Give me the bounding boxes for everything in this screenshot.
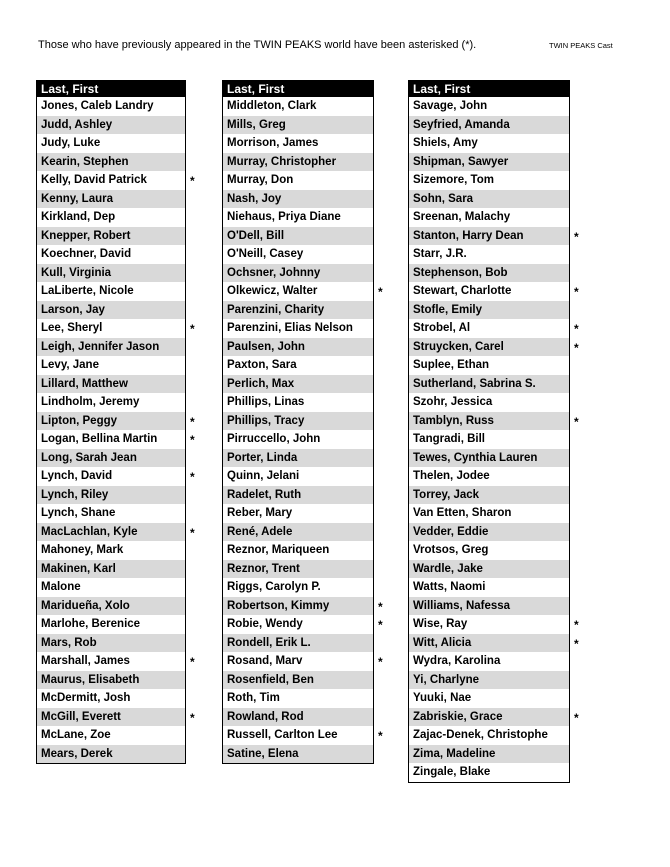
cast-name: Knepper, Robert bbox=[41, 229, 131, 242]
cast-name: Malone bbox=[41, 581, 81, 593]
cast-name: Rosenfield, Ben bbox=[227, 673, 314, 686]
table-row bbox=[223, 245, 373, 264]
cast-name: Robie, Wendy bbox=[227, 618, 303, 630]
table-row bbox=[409, 338, 579, 357]
cast-name: Zingale, Blake bbox=[413, 766, 491, 778]
table-row bbox=[223, 430, 373, 449]
cast-name: Lynch, David bbox=[41, 470, 113, 482]
cast-name: Ochsner, Johnny bbox=[227, 266, 321, 279]
table-row bbox=[37, 597, 185, 616]
table-row bbox=[223, 634, 373, 653]
table-row bbox=[223, 264, 373, 283]
table-header: Last, First bbox=[36, 80, 186, 97]
table-row bbox=[37, 171, 195, 190]
table-row bbox=[223, 523, 373, 542]
cast-name: Parenzini, Charity bbox=[227, 303, 325, 316]
table-row bbox=[409, 375, 569, 394]
table-row bbox=[409, 486, 569, 505]
table-row bbox=[223, 190, 373, 209]
cast-name: Nash, Joy bbox=[227, 192, 282, 205]
cast-name: Paulsen, John bbox=[227, 340, 305, 353]
cast-name: Sohn, Sara bbox=[413, 192, 474, 205]
table-row bbox=[223, 726, 383, 745]
table-row bbox=[409, 153, 569, 172]
table-row bbox=[409, 726, 569, 745]
table-row bbox=[223, 708, 373, 727]
cast-name: Riggs, Carolyn P. bbox=[227, 581, 321, 593]
cast-name: Wise, Ray bbox=[413, 618, 468, 630]
table-row bbox=[223, 375, 373, 394]
cast-name: Stofle, Emily bbox=[413, 303, 483, 316]
asterisk-mark: * bbox=[190, 710, 195, 725]
cast-name: Robertson, Kimmy bbox=[227, 599, 330, 612]
cast-name: Wardle, Jake bbox=[413, 562, 483, 575]
table-row bbox=[409, 393, 569, 412]
table-row bbox=[223, 449, 373, 468]
cast-name: Pirruccello, John bbox=[227, 433, 321, 445]
cast-name: Larson, Jay bbox=[41, 303, 105, 316]
cast-name: Marlohe, Berenice bbox=[41, 618, 141, 630]
asterisk-mark: * bbox=[378, 729, 383, 743]
cast-name: Wydra, Karolina bbox=[413, 655, 501, 667]
cast-name: Lillard, Matthew bbox=[41, 377, 128, 390]
cast-name: Kelly, David Patrick bbox=[41, 174, 147, 186]
cast-name: Vrotsos, Greg bbox=[413, 544, 489, 556]
cast-name: Rondell, Erik L. bbox=[227, 636, 311, 649]
cast-name: Zabriskie, Grace bbox=[413, 710, 503, 723]
table-row bbox=[37, 393, 185, 412]
cast-name: Makinen, Karl bbox=[41, 562, 116, 575]
asterisk-mark: * bbox=[574, 229, 579, 244]
table-row bbox=[37, 634, 185, 653]
table-row bbox=[409, 97, 569, 116]
table-row bbox=[223, 671, 373, 690]
table-row bbox=[223, 560, 373, 579]
table-row bbox=[37, 578, 185, 597]
table-row bbox=[409, 301, 569, 320]
asterisk-mark: * bbox=[190, 470, 195, 484]
cast-name: Maurus, Elisabeth bbox=[41, 673, 140, 686]
table-rows bbox=[36, 97, 195, 764]
asterisk-mark: * bbox=[574, 285, 579, 299]
cast-name: Parenzini, Elias Nelson bbox=[227, 322, 353, 334]
cast-name: Seyfried, Amanda bbox=[413, 118, 510, 131]
asterisk-mark: * bbox=[574, 340, 579, 355]
table-row bbox=[409, 227, 579, 246]
cast-name: Starr, J.R. bbox=[413, 248, 467, 260]
table-row bbox=[409, 597, 569, 616]
cast-name: Quinn, Jelani bbox=[227, 470, 300, 482]
table-row bbox=[223, 208, 373, 227]
cast-name: Zima, Madeline bbox=[413, 747, 496, 760]
table-row bbox=[223, 116, 373, 135]
table-row bbox=[37, 523, 195, 542]
cast-name: Kearin, Stephen bbox=[41, 155, 129, 168]
table-row bbox=[223, 615, 383, 634]
table-row bbox=[37, 227, 185, 246]
asterisk-mark: * bbox=[378, 618, 383, 632]
asterisk-mark: * bbox=[190, 525, 195, 540]
cast-name: Shiels, Amy bbox=[413, 137, 478, 149]
cast-name: Mahoney, Mark bbox=[41, 544, 124, 556]
table-row bbox=[409, 412, 579, 431]
table-row bbox=[223, 227, 373, 246]
table-row bbox=[37, 153, 185, 172]
table-row bbox=[37, 449, 185, 468]
table-row bbox=[409, 356, 569, 375]
cast-name: Yi, Charlyne bbox=[413, 673, 480, 686]
table-row bbox=[37, 486, 185, 505]
cast-name: Shipman, Sawyer bbox=[413, 155, 509, 168]
cast-name: René, Adele bbox=[227, 525, 293, 538]
cast-name: Middleton, Clark bbox=[227, 100, 317, 112]
cast-name: Tangradi, Bill bbox=[413, 433, 485, 445]
cast-name: Kenny, Laura bbox=[41, 192, 113, 205]
table-row bbox=[37, 708, 195, 727]
table-row bbox=[409, 634, 579, 653]
table-row bbox=[223, 467, 373, 486]
table-row bbox=[223, 504, 373, 523]
cast-name: Lipton, Peggy bbox=[41, 414, 118, 427]
table-row bbox=[409, 708, 579, 727]
table-row bbox=[223, 134, 373, 153]
table-row bbox=[37, 652, 195, 671]
table-row bbox=[409, 671, 569, 690]
table-row bbox=[409, 467, 569, 486]
cast-name: Lindholm, Jeremy bbox=[41, 396, 140, 408]
table-row bbox=[37, 745, 185, 764]
cast-name: Phillips, Tracy bbox=[227, 414, 305, 427]
table-row bbox=[37, 245, 185, 264]
cast-name: Tamblyn, Russ bbox=[413, 414, 494, 427]
table-row bbox=[409, 171, 569, 190]
table-row bbox=[223, 393, 373, 412]
table-row bbox=[409, 449, 569, 468]
table-row bbox=[223, 319, 373, 338]
cast-name: Russell, Carlton Lee bbox=[227, 729, 338, 741]
table-row bbox=[37, 208, 185, 227]
table-row bbox=[37, 726, 185, 745]
cast-table-column-3 bbox=[408, 80, 579, 783]
table-row bbox=[37, 356, 185, 375]
cast-name: Sizemore, Tom bbox=[413, 174, 494, 186]
table-row bbox=[223, 301, 373, 320]
cast-name: Szohr, Jessica bbox=[413, 396, 493, 408]
table-row bbox=[223, 412, 373, 431]
table-row bbox=[409, 763, 569, 782]
cast-name: Rosand, Marv bbox=[227, 655, 303, 667]
cast-name: Maridueña, Xolo bbox=[41, 599, 130, 612]
table-row bbox=[223, 541, 373, 560]
cast-name: Stewart, Charlotte bbox=[413, 285, 512, 297]
asterisk-mark: * bbox=[574, 414, 579, 429]
cast-name: Murray, Christopher bbox=[227, 155, 337, 168]
cast-name: Koechner, David bbox=[41, 248, 132, 260]
cast-name: MacLachlan, Kyle bbox=[41, 525, 138, 538]
asterisk-mark: * bbox=[574, 322, 579, 336]
table-row bbox=[37, 430, 195, 449]
cast-name: Van Etten, Sharon bbox=[413, 507, 512, 519]
cast-name: Witt, Alicia bbox=[413, 636, 472, 649]
cast-name: Reber, Mary bbox=[227, 507, 293, 519]
table-row bbox=[223, 689, 373, 708]
cast-name: Niehaus, Priya Diane bbox=[227, 211, 341, 223]
cast-name: Reznor, Trent bbox=[227, 562, 300, 575]
cast-name: Watts, Naomi bbox=[413, 581, 486, 593]
table-row bbox=[37, 97, 185, 116]
cast-name: Morrison, James bbox=[227, 137, 319, 149]
table-row bbox=[409, 523, 569, 542]
cast-name: Mars, Rob bbox=[41, 636, 97, 649]
cast-name: Phillips, Linas bbox=[227, 396, 305, 408]
cast-name: Paxton, Sara bbox=[227, 359, 297, 371]
cast-name: Satine, Elena bbox=[227, 747, 299, 760]
cast-name: Logan, Bellina Martin bbox=[41, 433, 158, 445]
cast-name: McLane, Zoe bbox=[41, 729, 111, 741]
asterisk-mark: * bbox=[574, 636, 579, 651]
cast-name: Rowland, Rod bbox=[227, 710, 304, 723]
cast-name: Williams, Nafessa bbox=[413, 599, 511, 612]
table-row bbox=[409, 578, 569, 597]
asterisk-mark: * bbox=[378, 655, 383, 669]
cast-name: Long, Sarah Jean bbox=[41, 451, 137, 464]
table-row bbox=[37, 190, 185, 209]
asterisk-mark: * bbox=[190, 433, 195, 447]
table-row bbox=[37, 615, 185, 634]
cast-name: Reznor, Mariqueen bbox=[227, 544, 330, 556]
cast-name: Sreenan, Malachy bbox=[413, 211, 511, 223]
table-rows bbox=[222, 97, 383, 764]
table-rows bbox=[408, 97, 579, 783]
table-row bbox=[223, 745, 373, 764]
cast-name: Lee, Sheryl bbox=[41, 322, 103, 334]
table-row bbox=[409, 430, 569, 449]
table-row bbox=[409, 134, 569, 153]
cast-name: Murray, Don bbox=[227, 174, 294, 186]
table-row bbox=[37, 689, 185, 708]
asterisk-mark: * bbox=[190, 174, 195, 188]
table-row bbox=[223, 171, 373, 190]
intro-text: Those who have previously appeared in the TWIN PEAKS world have been asterisked (*). bbox=[38, 39, 477, 51]
table-row bbox=[409, 745, 569, 764]
cast-name: Suplee, Ethan bbox=[413, 359, 490, 371]
cast-name: Jones, Caleb Landry bbox=[41, 100, 154, 112]
cast-name: Sutherland, Sabrina S. bbox=[413, 377, 536, 390]
table-row bbox=[37, 375, 185, 394]
table-row bbox=[223, 153, 373, 172]
cast-name: Lynch, Shane bbox=[41, 507, 116, 519]
table-row bbox=[409, 282, 579, 301]
cast-name: Porter, Linda bbox=[227, 451, 298, 464]
table-row bbox=[409, 652, 569, 671]
table-row bbox=[223, 597, 383, 616]
table-row bbox=[37, 282, 185, 301]
cast-name: Stephenson, Bob bbox=[413, 266, 508, 279]
cast-name: Savage, John bbox=[413, 100, 488, 112]
table-row bbox=[409, 190, 569, 209]
table-row bbox=[37, 116, 185, 135]
cast-name: Vedder, Eddie bbox=[413, 525, 489, 538]
cast-name: Marshall, James bbox=[41, 655, 130, 667]
cast-name: Judd, Ashley bbox=[41, 118, 113, 131]
table-row bbox=[409, 615, 579, 634]
cast-name: Stanton, Harry Dean bbox=[413, 229, 524, 242]
cast-table-column-2 bbox=[222, 80, 383, 764]
table-row bbox=[409, 264, 569, 283]
cast-name: Roth, Tim bbox=[227, 692, 280, 704]
table-header: Last, First bbox=[408, 80, 570, 97]
cast-name: Yuuki, Nae bbox=[413, 692, 472, 704]
cast-table-column-1 bbox=[36, 80, 195, 764]
asterisk-mark: * bbox=[190, 655, 195, 669]
cast-name: McGill, Everett bbox=[41, 710, 121, 723]
corner-label: TWIN PEAKS Cast bbox=[549, 41, 613, 50]
table-row bbox=[409, 560, 569, 579]
table-row bbox=[37, 504, 185, 523]
asterisk-mark: * bbox=[378, 285, 383, 299]
table-row bbox=[409, 116, 569, 135]
cast-name: Mills, Greg bbox=[227, 118, 286, 131]
table-row bbox=[223, 356, 373, 375]
table-row bbox=[223, 338, 373, 357]
table-row bbox=[409, 541, 569, 560]
table-row bbox=[37, 301, 185, 320]
asterisk-mark: * bbox=[574, 618, 579, 632]
cast-name: Thelen, Jodee bbox=[413, 470, 490, 482]
cast-name: Mears, Derek bbox=[41, 747, 113, 760]
cast-name: O'Dell, Bill bbox=[227, 229, 285, 242]
cast-name: Radelet, Ruth bbox=[227, 488, 302, 501]
table-row bbox=[37, 541, 185, 560]
table-header: Last, First bbox=[222, 80, 374, 97]
cast-name: Tewes, Cynthia Lauren bbox=[413, 451, 538, 464]
table-row bbox=[409, 245, 569, 264]
table-row bbox=[37, 134, 185, 153]
cast-name: Lynch, Riley bbox=[41, 488, 109, 501]
cast-name: Kull, Virginia bbox=[41, 266, 112, 279]
table-row bbox=[37, 671, 185, 690]
cast-name: Torrey, Jack bbox=[413, 488, 480, 501]
table-row bbox=[37, 319, 195, 338]
table-row bbox=[223, 282, 383, 301]
table-row bbox=[409, 504, 569, 523]
cast-name: Judy, Luke bbox=[41, 137, 101, 149]
cast-name: LaLiberte, Nicole bbox=[41, 285, 134, 297]
cast-name: Levy, Jane bbox=[41, 359, 99, 371]
table-row bbox=[37, 560, 185, 579]
cast-name: Kirkland, Dep bbox=[41, 211, 116, 223]
table-row bbox=[409, 689, 569, 708]
cast-name: Strobel, Al bbox=[413, 322, 471, 334]
cast-name: Zajac-Denek, Christophe bbox=[413, 729, 548, 741]
table-row bbox=[223, 652, 383, 671]
table-row bbox=[37, 412, 195, 431]
table-row bbox=[37, 338, 185, 357]
cast-name: McDermitt, Josh bbox=[41, 692, 131, 704]
cast-name: Struycken, Carel bbox=[413, 340, 504, 353]
table-row bbox=[37, 467, 195, 486]
table-row bbox=[409, 319, 579, 338]
table-row bbox=[223, 486, 373, 505]
table-row bbox=[223, 97, 373, 116]
asterisk-mark: * bbox=[190, 322, 195, 336]
cast-name: Perlich, Max bbox=[227, 377, 295, 390]
table-row bbox=[409, 208, 569, 227]
table-row bbox=[37, 264, 185, 283]
asterisk-mark: * bbox=[574, 710, 579, 725]
asterisk-mark: * bbox=[190, 414, 195, 429]
asterisk-mark: * bbox=[378, 599, 383, 614]
table-row bbox=[223, 578, 373, 597]
cast-name: Olkewicz, Walter bbox=[227, 285, 318, 297]
cast-name: O'Neill, Casey bbox=[227, 248, 304, 260]
cast-name: Leigh, Jennifer Jason bbox=[41, 340, 160, 353]
